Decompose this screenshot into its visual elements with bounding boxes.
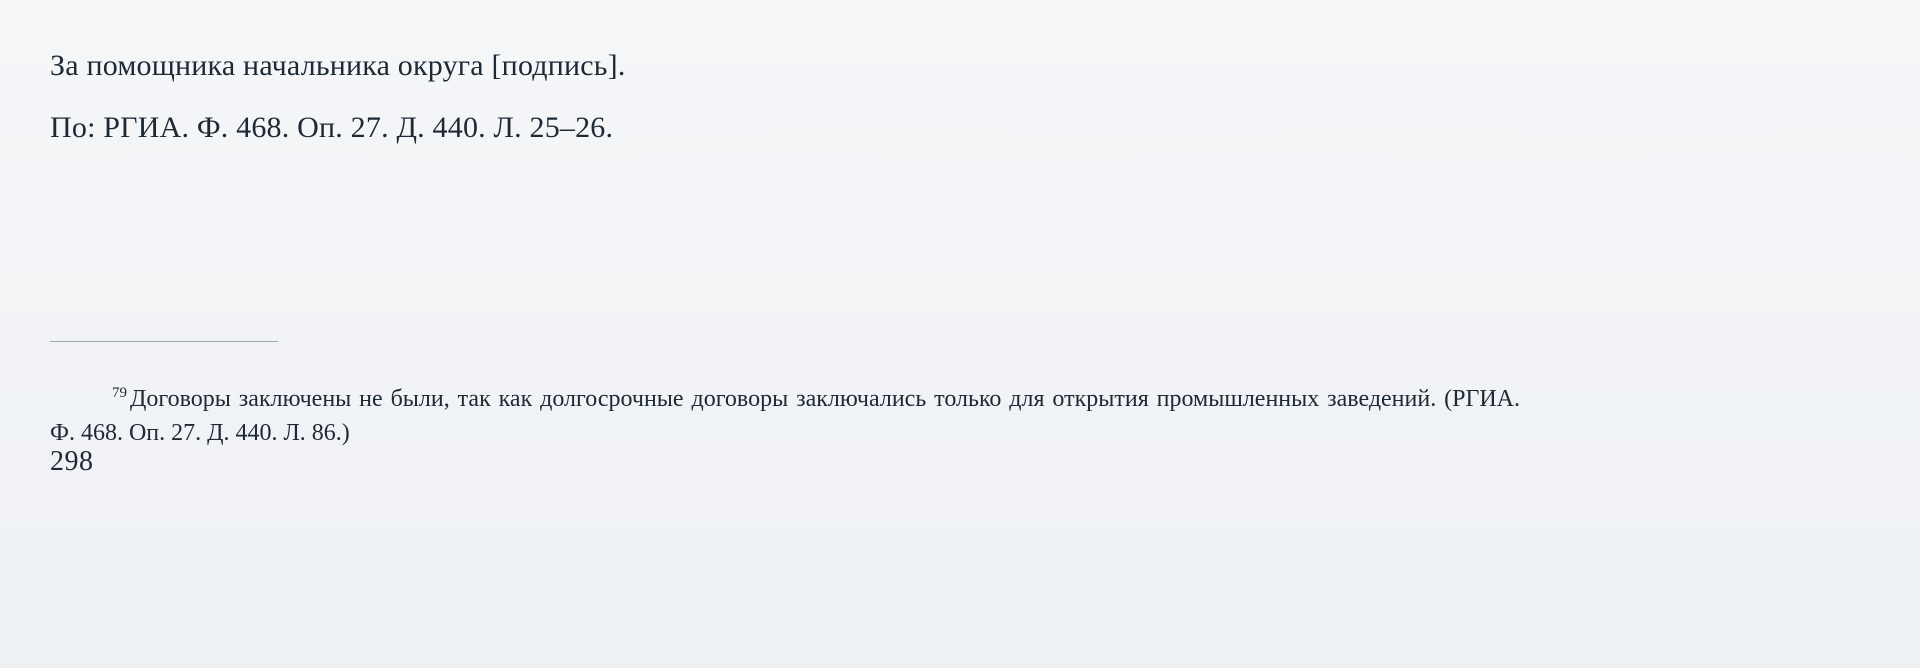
page-content-area [50,0,1530,668]
page-number: 298 [50,446,94,477]
footnote-separator-rule [50,341,278,342]
footnote-marker: 79 [112,385,127,401]
footnote-paragraph [50,382,1520,450]
signature-paragraph: За помощника начальника округа [подпись]. [50,49,626,82]
archive-source-paragraph: По: РГИА. Ф. 468. Оп. 27. Д. 440. Л. 25–26. [50,111,614,144]
footnote-text: Договоры заключены не были, так как долгосрочные договоры заключались только для открытия промышленных заведений. (РГИА. Ф. 468. Оп. 27. Д. 440. Л. 86.) [50,386,1520,447]
